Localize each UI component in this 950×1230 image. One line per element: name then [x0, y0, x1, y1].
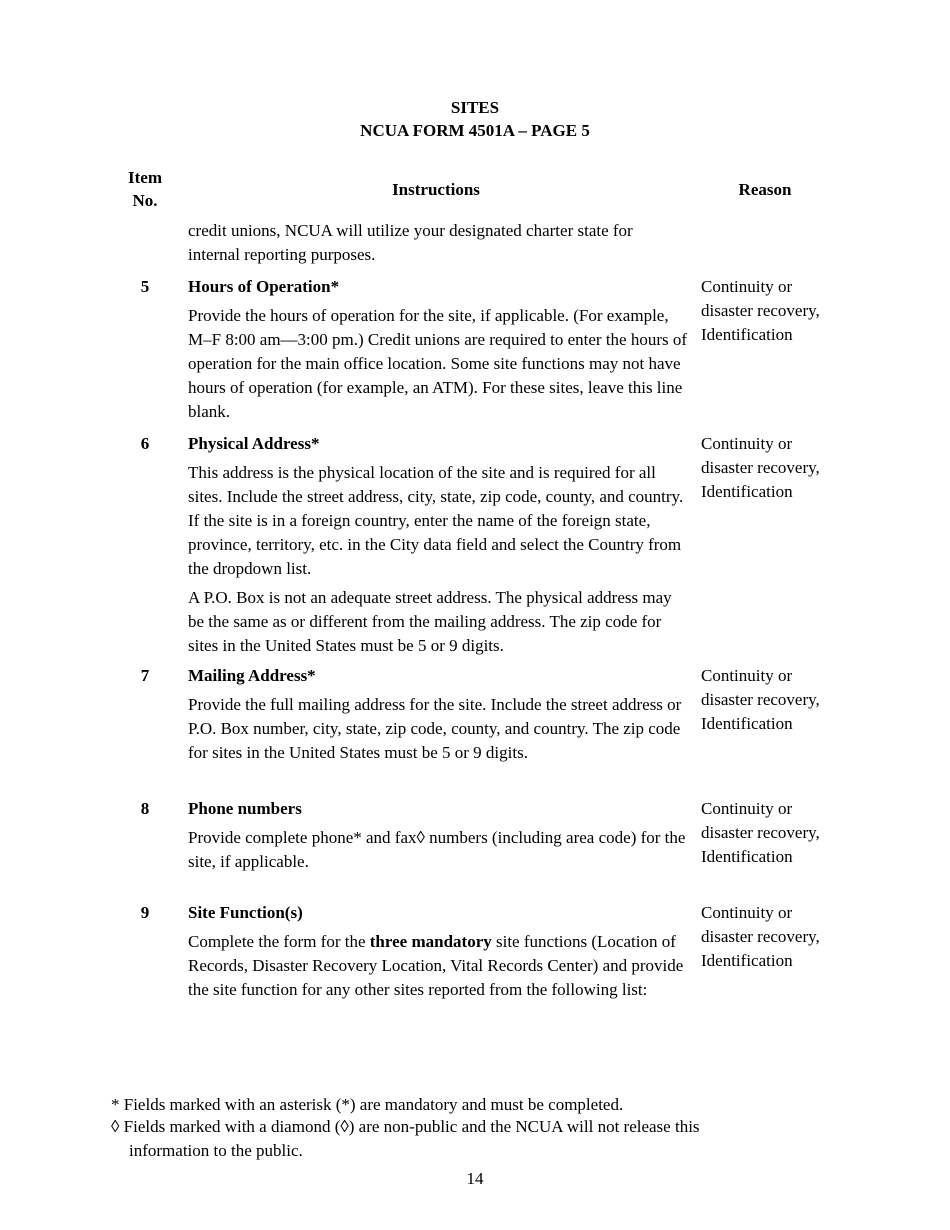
reason-cell: Continuity or disaster recovery, Identification	[701, 277, 820, 344]
item-number: 9	[140, 903, 150, 922]
reason-cell: Continuity or disaster recovery, Identification	[701, 799, 820, 866]
footnote-nonpublic-line1: ◊ Fields marked with a diamond (◊) are non-public and the NCUA will not release this	[111, 1117, 700, 1136]
item-heading: Hours of Operation*	[188, 277, 340, 296]
instruction-cell	[188, 432, 688, 663]
footnote-nonpublic-line2: information to the public.	[129, 1141, 303, 1160]
page-title: SITES	[450, 98, 500, 117]
column-header-reason: Reason	[738, 180, 792, 199]
instruction-cell	[188, 797, 688, 879]
item-heading: Physical Address*	[188, 434, 320, 453]
instruction-cell	[188, 275, 688, 429]
item-heading: Phone numbers	[188, 799, 302, 818]
item-number: 8	[140, 799, 150, 818]
column-header-item-no: Item No.	[128, 168, 162, 210]
footnote-mandatory: * Fields marked with an asterisk (*) are mandatory and must be completed.	[111, 1095, 624, 1114]
item-number: 6	[140, 434, 150, 453]
emphasis-text: three mandatory	[369, 932, 492, 951]
reason-cell: Continuity or disaster recovery, Identification	[701, 903, 820, 970]
instruction-paragraph: A P.O. Box is not an adequate street address. The physical address may be the same as or different from the mailing address. The zip code for sites in the United States must be 5 or 9 digits.	[188, 588, 672, 655]
footnote-nonpublic	[111, 1115, 851, 1163]
reason-cell: Continuity or disaster recovery, Identification	[701, 666, 820, 733]
item-number: 5	[140, 277, 150, 296]
paragraph-suffix: site functions (Location of Records, Disaster Recovery Location, Vital Records Center) and provide the site function for any other sites reported from the following list:	[188, 932, 684, 999]
form-subtitle: NCUA FORM 4501A – PAGE 5	[360, 121, 590, 140]
item-heading: Site Function(s)	[188, 903, 303, 922]
item-number: 7	[140, 666, 150, 685]
reason-cell: Continuity or disaster recovery, Identification	[701, 434, 820, 501]
instruction-paragraph: Provide the hours of operation for the site, if applicable. (For example, M–F 8:00 am—3:00 pm.) Credit unions are required to enter the hours of operation for the main office location. Some site functions may not have hours of operation (for example, an ATM). For these sites, leave this line blank.	[188, 306, 688, 421]
instruction-paragraph: Provide complete phone* and fax◊ numbers (including area code) for the site, if applicable.	[188, 828, 686, 871]
instruction-cell	[188, 901, 688, 1007]
continuation-text: credit unions, NCUA will utilize your designated charter state for internal reporting purposes.	[188, 221, 633, 264]
paragraph-prefix: Complete the form for the	[188, 932, 370, 951]
instruction-cell	[188, 664, 688, 770]
page-number: 14	[466, 1169, 484, 1188]
item-heading: Mailing Address*	[188, 666, 316, 685]
column-header-instructions: Instructions	[392, 180, 480, 199]
instruction-paragraph: This address is the physical location of the site and is required for all sites. Include the street address, city, state, zip code, county, and country. If the site is in a foreign country, enter the name of the foreign state, province, territory, etc. in the City data field and select the Country from the dropdown list.	[188, 463, 684, 578]
instruction-paragraph	[188, 930, 688, 1002]
instruction-paragraph: Provide the full mailing address for the site. Include the street address or P.O. Box number, city, state, zip code, county, and country. The zip code for sites in the United States must be 5 or 9 digits.	[188, 695, 682, 762]
